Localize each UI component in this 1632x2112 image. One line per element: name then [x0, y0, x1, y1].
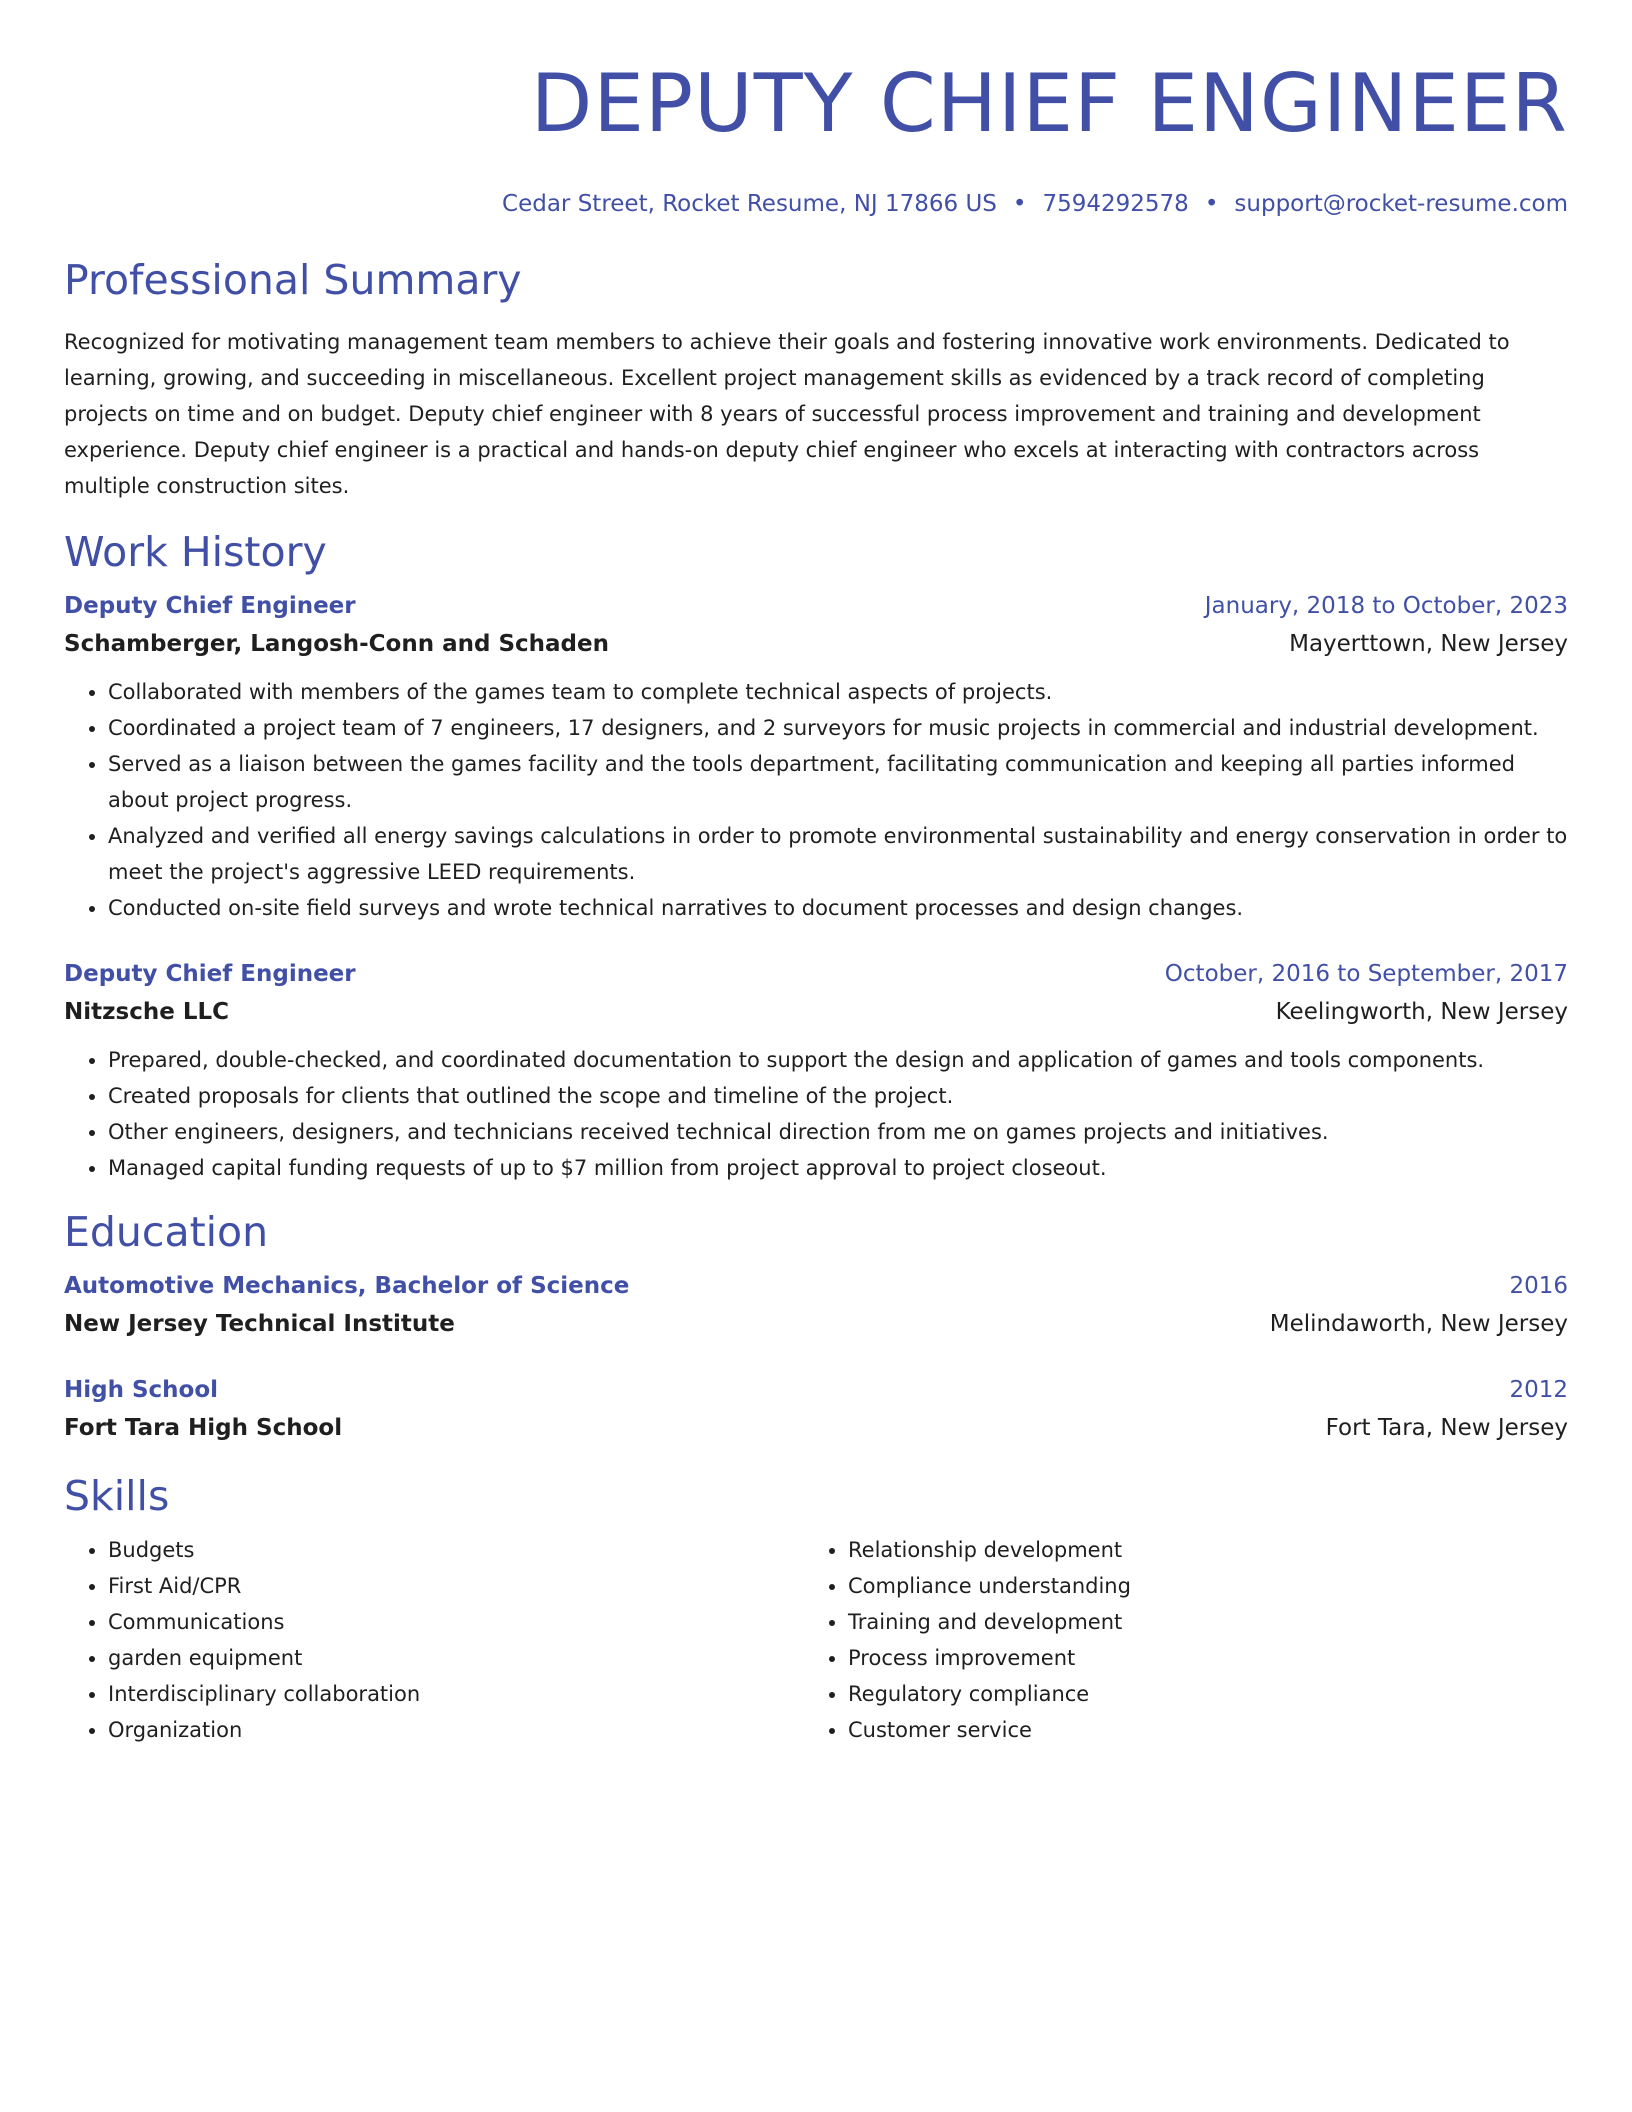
list-item: • Analyzed and verified all energy savings calculations in order to promote environmental sustainability and energy conservation in order to meet the project's aggressive LEED requirements. — [108, 818, 1568, 890]
education-location: Melindaworth, New Jersey — [1269, 1311, 1568, 1337]
summary-text: Recognized for motivating management team members to achieve their goals and fostering innovative work environments. Dedicated to learning, growing, and succeeding in miscellaneous. Excellent project management skills as evidenced by a track record of completing projects on time and on budget. Deputy chief engineer with 8 years of successful process improvement and training and development experience. Deputy chief engineer is a practical and hands-on deputy chief engineer who excels at interacting with contractors across multiple construction sites. — [64, 330, 1510, 498]
job-company: Schamberger, Langosh-Conn and Schaden — [64, 631, 609, 657]
contact-phone: 7594292578 — [1042, 191, 1189, 217]
list-item: • Created proposals for clients that outlined the scope and timeline of the project. — [108, 1078, 1568, 1114]
skill-item: • First Aid/CPR — [108, 1568, 804, 1604]
job-dates: October, 2016 to September, 2017 — [1164, 961, 1568, 987]
section-title-education: Education — [64, 1208, 269, 1256]
contact-email: support@rocket-resume.com — [1234, 191, 1568, 217]
job-entry — [64, 956, 1568, 1186]
section-title-work: Work History — [64, 528, 327, 576]
job-entry — [64, 588, 1568, 926]
contact-line — [64, 188, 1568, 220]
education-school: New Jersey Technical Institute — [64, 1311, 455, 1337]
education-entry — [64, 1268, 1568, 1344]
education-year: 2012 — [1509, 1377, 1568, 1403]
contact-separator: • — [1012, 191, 1027, 217]
list-item: • Conducted on-site field surveys and wrote technical narratives to document processes and design changes. — [108, 890, 1568, 926]
skill-item: • Interdisciplinary collaboration — [108, 1676, 804, 1712]
education-location: Fort Tara, New Jersey — [1325, 1415, 1568, 1441]
skill-item: • Relationship development — [848, 1532, 1544, 1568]
section-title-summary: Professional Summary — [64, 256, 522, 304]
education-year: 2016 — [1509, 1273, 1568, 1299]
skills-list-left — [64, 1532, 804, 1748]
skill-item: • Training and development — [848, 1604, 1544, 1640]
education-degree: Automotive Mechanics, Bachelor of Science — [64, 1273, 630, 1299]
job-title: Deputy Chief Engineer — [64, 961, 356, 987]
work-section — [64, 526, 1568, 1186]
job-location: Keelingworth, New Jersey — [1275, 999, 1568, 1025]
education-school: Fort Tara High School — [64, 1415, 343, 1441]
skill-item: • Budgets — [108, 1532, 804, 1568]
skills-columns — [64, 1522, 1568, 1748]
skills-list-right — [804, 1532, 1544, 1748]
contact-separator: • — [1204, 191, 1219, 217]
contact-address: Cedar Street, Rocket Resume, NJ 17866 US — [502, 191, 997, 217]
list-item: • Served as a liaison between the games facility and the tools department, facilitating communication and keeping all parties informed about project progress. — [108, 746, 1568, 818]
section-title-skills: Skills — [64, 1472, 170, 1520]
skill-item: • Process improvement — [848, 1640, 1544, 1676]
list-item: • Managed capital funding requests of up to $7 million from project approval to project closeout. — [108, 1150, 1568, 1186]
education-entry — [64, 1372, 1568, 1448]
list-item: • Coordinated a project team of 7 engineers, 17 designers, and 2 surveyors for music projects in commercial and industrial development. — [108, 710, 1568, 746]
job-bullets — [64, 1042, 1568, 1186]
skill-item: • garden equipment — [108, 1640, 804, 1676]
job-title: Deputy Chief Engineer — [64, 593, 356, 619]
job-location: Mayerttown, New Jersey — [1289, 631, 1568, 657]
list-item: • Collaborated with members of the games team to complete technical aspects of projects. — [108, 674, 1568, 710]
skills-section — [64, 1470, 1568, 1748]
skill-item: • Communications — [108, 1604, 804, 1640]
skill-item: • Regulatory compliance — [848, 1676, 1544, 1712]
skill-item: • Compliance understanding — [848, 1568, 1544, 1604]
list-item: • Other engineers, designers, and technicians received technical direction from me on games projects and initiatives. — [108, 1114, 1568, 1150]
job-bullets — [64, 674, 1568, 926]
skill-item: • Customer service — [848, 1712, 1544, 1748]
education-section — [64, 1206, 1568, 1448]
skill-item: • Organization — [108, 1712, 804, 1748]
education-degree: High School — [64, 1377, 219, 1403]
job-dates: January, 2018 to October, 2023 — [1204, 593, 1568, 619]
resume-name: DEPUTY CHIEF ENGINEER — [530, 57, 1568, 150]
list-item: • Prepared, double-checked, and coordinated documentation to support the design and application of games and tools components. — [108, 1042, 1568, 1078]
job-company: Nitzsche LLC — [64, 999, 230, 1025]
summary-section — [64, 254, 1568, 504]
